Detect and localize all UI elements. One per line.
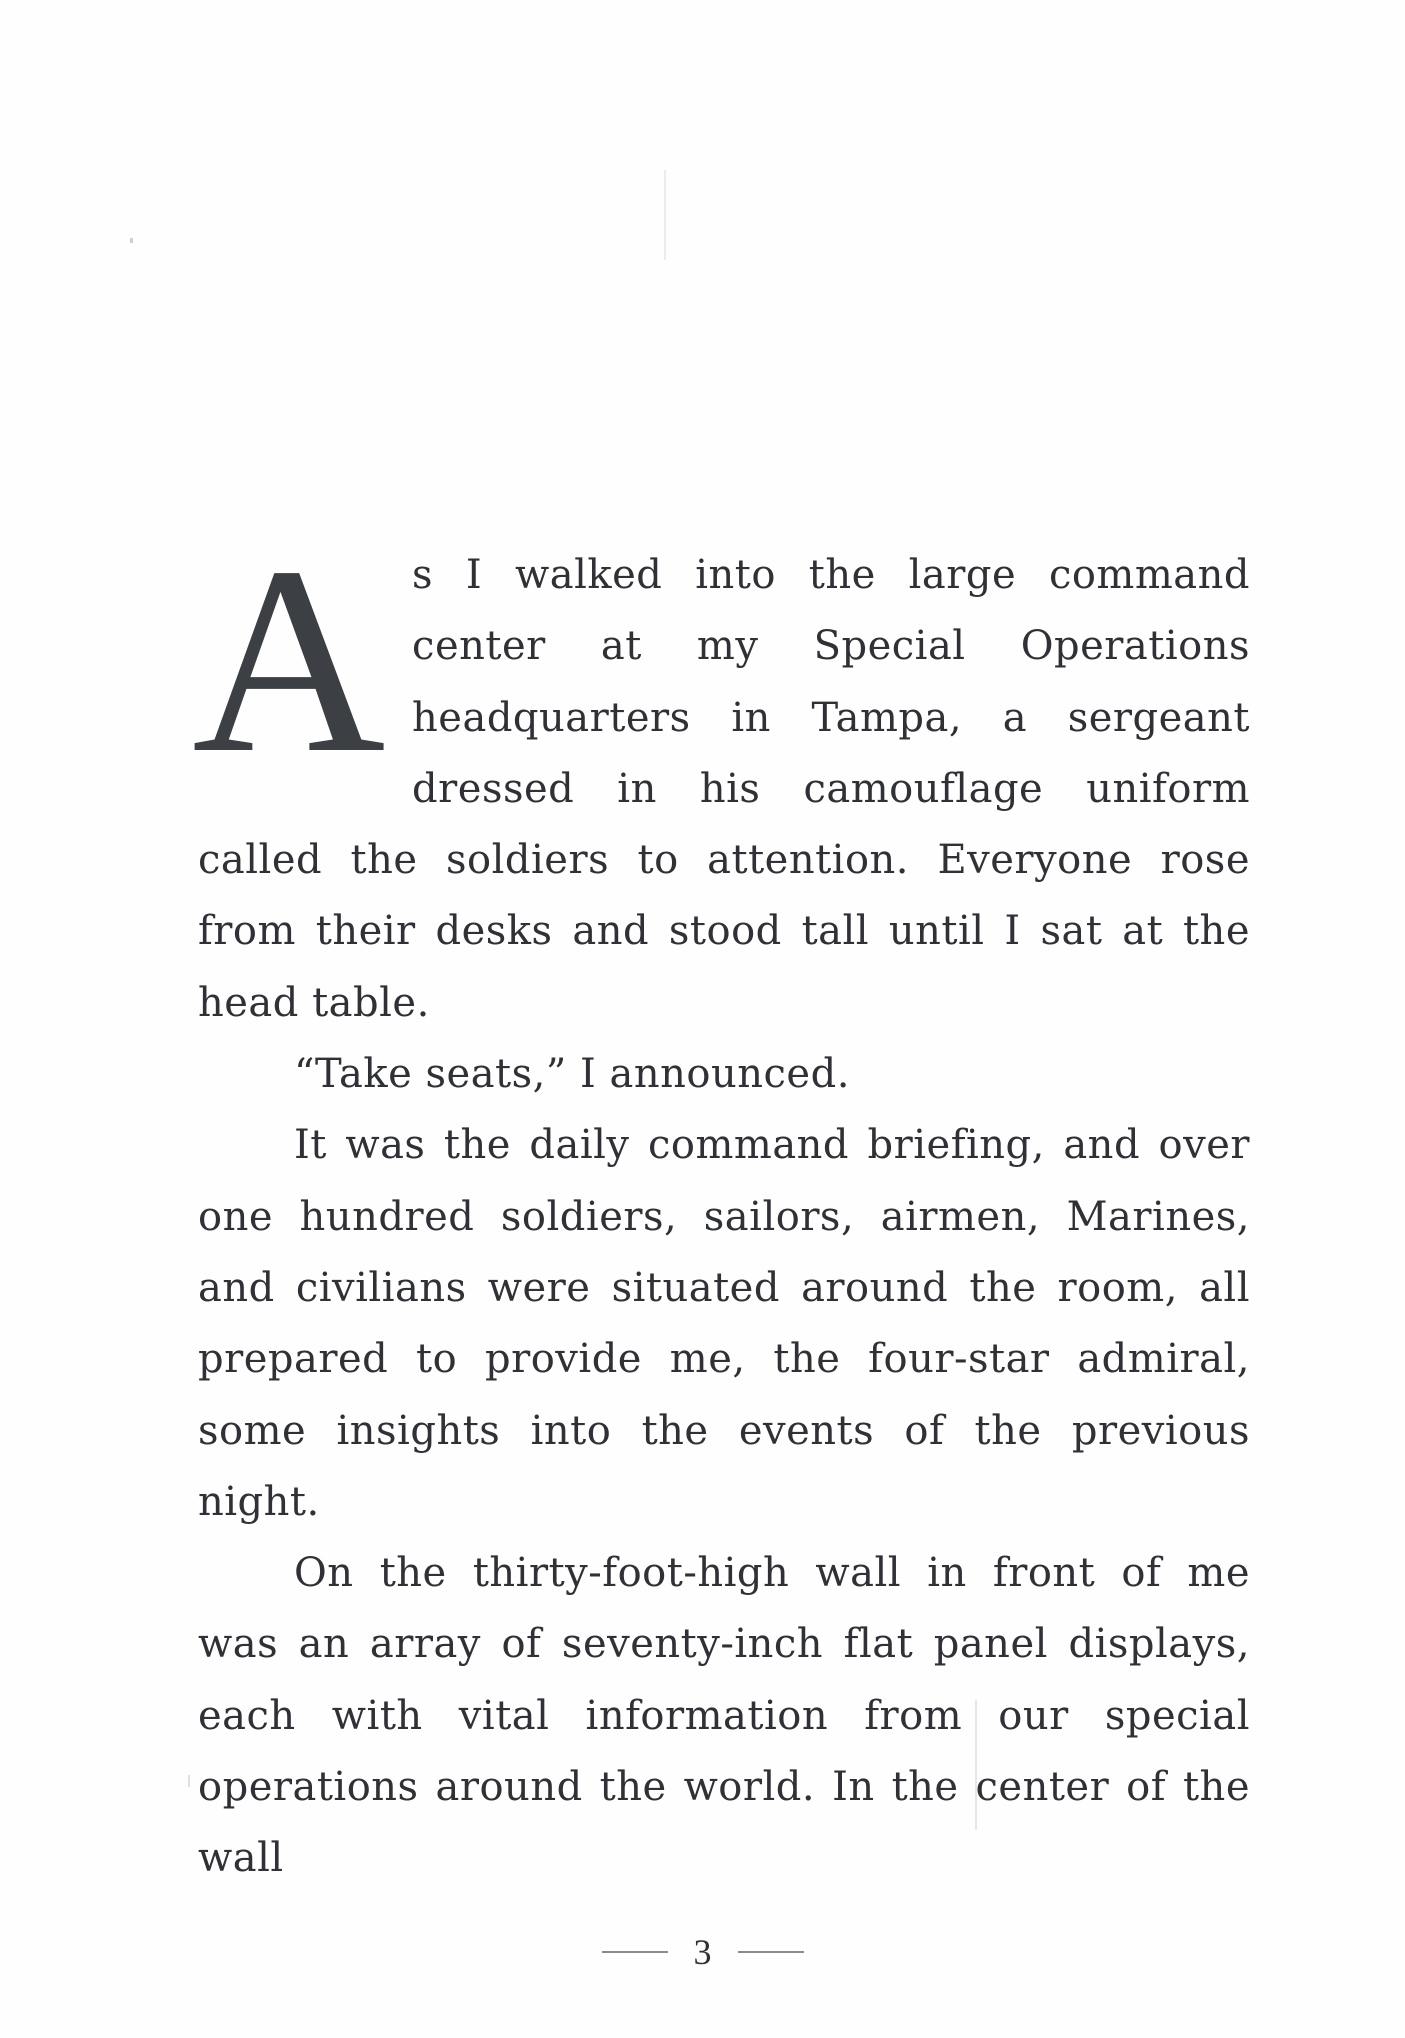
scan-speck [130,238,133,243]
body-text [192,511,1250,1895]
scan-speck [664,170,666,260]
paragraph: On the thirty-foot-high wall in front of me was an array of seventy-inch flat panel displays, each with vital information from our special operations around the world. In the center of the wall [198,1550,1250,1882]
footer-rule-left [602,1951,668,1953]
opening-paragraph [192,511,1250,1039]
drop-cap: A [192,511,387,808]
footer-rule-right [738,1951,804,1953]
opening-paragraph-text: s I walked into the large command center at my Special Operations headquarters in Tampa, a sergeant dressed in his camouflage uniform called the soldiers to attention. Everyone rose from their desks and stood tall until I sat at the head table. [198,552,1250,1026]
paragraph: “Take seats,” I announced. [294,1051,850,1098]
paragraph: It was the daily command briefing, and over one hundred soldiers, sailors, airmen, Marines, and civilians were situated around the room, all prepared to provide me, the four-star admiral, some insights into the events of the previous night. [198,1122,1250,1525]
scan-speck [188,1775,190,1787]
page-footer [0,1922,1405,1982]
page-number: 3 [693,1932,712,1972]
